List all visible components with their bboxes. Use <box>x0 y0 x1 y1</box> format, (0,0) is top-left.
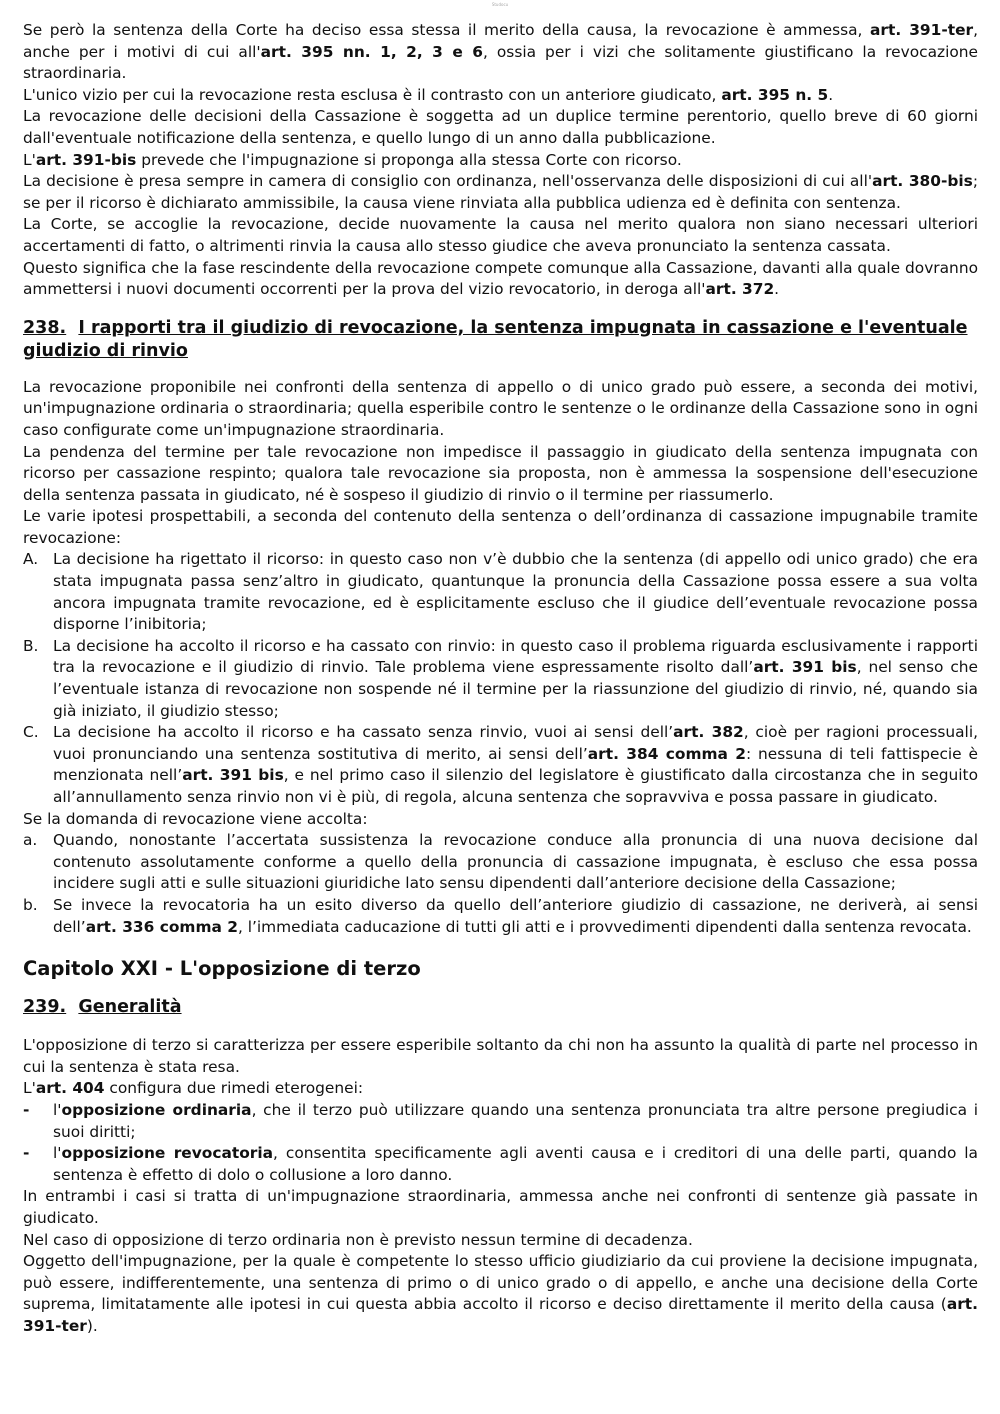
term: opposizione revocatoria <box>61 1144 274 1163</box>
chapter-title: Capitolo XXI - L'opposizione di terzo <box>23 957 421 981</box>
bullet-item <box>23 1143 978 1186</box>
list-marker: B. <box>23 636 39 655</box>
paragraph: L'art. 404 configura due rimedi eterogenei: <box>23 1079 364 1098</box>
article-ref: art. 391-ter <box>870 21 974 39</box>
article-ref: art. 372 <box>705 280 775 299</box>
bullet-text: l'opposizione revocatoria, consentita specificamente agli aventi causa e i creditori di una delle parti, quando la sentenza è effetto di dolo o collusione a loro danno. <box>53 1144 978 1184</box>
paragraph: La revocazione delle decisioni della Cassazione è soggetta ad un duplice termine perentorio, quello breve di 60 giorni dall'eventuale notificazione della sentenza, e quello lungo di un anno dalla pubblicazione. <box>23 107 978 147</box>
section-number: 239. <box>23 997 67 1018</box>
paragraph: La revocazione proponibile nei confronti della sentenza di appello o di unico grado può essere, a seconda dei motivi, un'impugnazione ordinaria o straordinaria; quella esperibile contro le sentenze o le ordinanze della Cassazione sono in ogni caso configurate come un'impugnazione straordinaria. <box>23 377 978 439</box>
paragraph: Le varie ipotesi prospettabili, a seconda del contenuto della sentenza o dell’ordinanza di cassazione impugnabile tramite revocazione: <box>23 507 978 547</box>
article-ref: art. 391-bis <box>35 150 137 169</box>
bullet-marker: - <box>23 1100 30 1119</box>
section-title: I rapporti tra il giudizio di revocazione, la sentenza impugnata in cassazione e l'eventuale giudizio di rinvio <box>23 317 968 361</box>
list-marker: a. <box>23 831 38 850</box>
paragraph: La Corte, se accoglie la revocazione, decide nuovamente la causa nel merito qualora non siano necessari ulteriori accertamenti di fatto, o altrimenti rinvia la causa allo stesso giudice che aveva pronunciato la sentenza cassata. <box>23 215 978 255</box>
paragraph: Se però la sentenza della Corte ha deciso essa stessa il merito della causa, la revocazione è ammessa, art. 391-ter, anche per i motivi di cui all'art. 395 nn. 1, 2, 3 e 6, ossia per i vizi che solitamente giustificano la revocazione straordinaria. <box>23 21 979 83</box>
list-item <box>23 549 978 635</box>
list-item <box>23 636 978 722</box>
article-ref: art. 395 nn. 1, 2, 3 e 6 <box>260 42 483 61</box>
article-ref: art. 404 <box>35 1079 105 1098</box>
article-ref: art. 391 bis <box>753 658 857 677</box>
list-marker: C. <box>23 723 39 742</box>
paragraph: Questo significa che la fase rescindente della revocazione compete comunque alla Cassazione, davanti alla quale dovranno ammettersi i nuovi documenti occorrenti per la prova del vizio revocatorio, in deroga all'art. 372. <box>23 258 978 299</box>
paragraph: Se la domanda di revocazione viene accolta: <box>23 809 368 828</box>
paragraph: La pendenza del termine per tale revocazione non impedisce il passaggio in giudicato della sentenza impugnata con ricorso per cassazione respinto; qualora tale revocazione sia proposta, non è ammessa la sospensione dell'esecuzione della sentenza passata in giudicato, né è sospeso il giudizio di rinvio o il termine per riassumerlo. <box>23 442 978 504</box>
bullet-text: l'opposizione ordinaria, che il terzo può utilizzare quando una sentenza pronunciata tra altre persone pregiudica i suoi diritti; <box>53 1100 978 1141</box>
list-item-text: Se invece la revocatoria ha un esito diverso da quello dell’anteriore giudizio di cassazione, ne deriverà, ai sensi dell’art. 336 comma 2, l’immediata caducazione di tutti gli atti e i provvedimenti dipendenti dalla sentenza revocata. <box>53 895 978 936</box>
section-heading-238 <box>23 317 978 363</box>
article-ref: art. 391-ter <box>23 1295 978 1335</box>
list-item-text: La decisione ha accolto il ricorso e ha cassato con rinvio: in questo caso il problema riguarda esclusivamente i rapporti tra la revocazione e il giudizio di rinvio. Tale problema viene espressamente risolto dall’art. 391 bis, nel senso che l’eventuale istanza di revocazione non sospende né il termine per la riassunzione del giudizio di rinvio, né, quando sia già iniziato, il giudizio stesso; <box>53 636 979 720</box>
list-item-text: La decisione ha accolto il ricorso e ha cassato senza rinvio, vuoi ai sensi dell’art. 382, cioè per ragioni processuali, vuoi pronunciando una sentenza sostitutiva di merito, ai sensi dell’art. 384 comma 2: nessuna di teli fattispecie è menzionata nell’art. 391 bis, e nel primo caso il silenzio del legislatore è giustificato dalla circostanza che in seguito all’annullamento senza rinvio non vi è più, di regola, alcuna sentenza che sopravviva e possa passare in giudicato. <box>53 723 978 806</box>
article-ref: art. 382 <box>673 723 744 742</box>
header-watermark: Studocu <box>491 2 509 7</box>
section-number: 238. <box>23 317 67 338</box>
paragraph: L'art. 391-bis prevede che l'impugnazione si proponga alla stessa Corte con ricorso. <box>23 150 682 169</box>
list-item-text: Quando, nonostante l’accertata sussistenza la revocazione conduce alla pronuncia di una nuova decisione dal contenuto assolutamente conforme a quello della pronuncia di cassazione impugnata, è escluso che essa possa incidere sugli atti e sulle situazioni giuridiche lato sensu dipendenti dall’anteriore decisione della Cassazione; <box>53 831 978 893</box>
list-item-text: La decisione ha rigettato il ricorso: in questo caso non v’è dubbio che la sentenza (di appello odi unico grado) che era stata impugnata passa senz’altro in giudicato, quantunque la pronuncia della Cassazione possa essere a sua volta ancora impugnata tramite revocazione, ed è esplicitamente escluso che il giudice dell’eventuale revocazione possa disporne l’inibitoria; <box>53 550 978 634</box>
article-ref: art. 395 n. 5 <box>721 85 829 104</box>
list-marker: b. <box>23 895 38 914</box>
paragraph: L'unico vizio per cui la revocazione resta esclusa è il contrasto con un anteriore giudicato, art. 395 n. 5. <box>23 85 834 104</box>
term: opposizione ordinaria <box>61 1100 252 1119</box>
bullet-marker: - <box>23 1144 30 1163</box>
article-ref: art. 336 comma 2 <box>85 917 238 936</box>
paragraph: La decisione è presa sempre in camera di consiglio con ordinanza, nell'osservanza delle disposizioni di cui all'art. 380-bis; se per il ricorso è dichiarato ammissibile, la causa viene rinviata alla pubblica udienza ed è definita con sentenza. <box>23 172 978 212</box>
article-ref: art. 384 comma 2 <box>587 744 746 763</box>
document-page <box>23 20 978 1337</box>
bullet-item <box>23 1100 978 1143</box>
section-title: Generalità <box>78 997 182 1018</box>
list-item <box>23 830 978 895</box>
article-ref: art. 391 bis <box>182 766 284 785</box>
paragraph: Oggetto dell'impugnazione, per la quale è competente lo stesso ufficio giudiziario da cui proviene la decisione impugnata, può essere, indifferentemente, una sentenza di primo o di unico grado o di appello, e anche una decisione della Corte suprema, limitatamente alle ipotesi in cui questa abbia accolto il ricorso e deciso direttamente il merito della causa (art. 391-ter). <box>23 1252 978 1335</box>
list-item <box>23 722 978 808</box>
paragraph: Nel caso di opposizione di terzo ordinaria non è previsto nessun termine di decadenza. <box>23 1230 693 1249</box>
paragraph: L'opposizione di terzo si caratterizza per essere esperibile soltanto da chi non ha assunto la qualità di parte nel processo in cui la sentenza è stata resa. <box>23 1036 978 1076</box>
section-heading-239 <box>23 996 978 1019</box>
paragraph: In entrambi i casi si tratta di un'impugnazione straordinaria, ammessa anche nei confronti di sentenze già passate in giudicato. <box>23 1187 978 1227</box>
article-ref: art. 380-bis <box>872 172 973 191</box>
list-item <box>23 895 978 938</box>
list-marker: A. <box>23 550 39 569</box>
